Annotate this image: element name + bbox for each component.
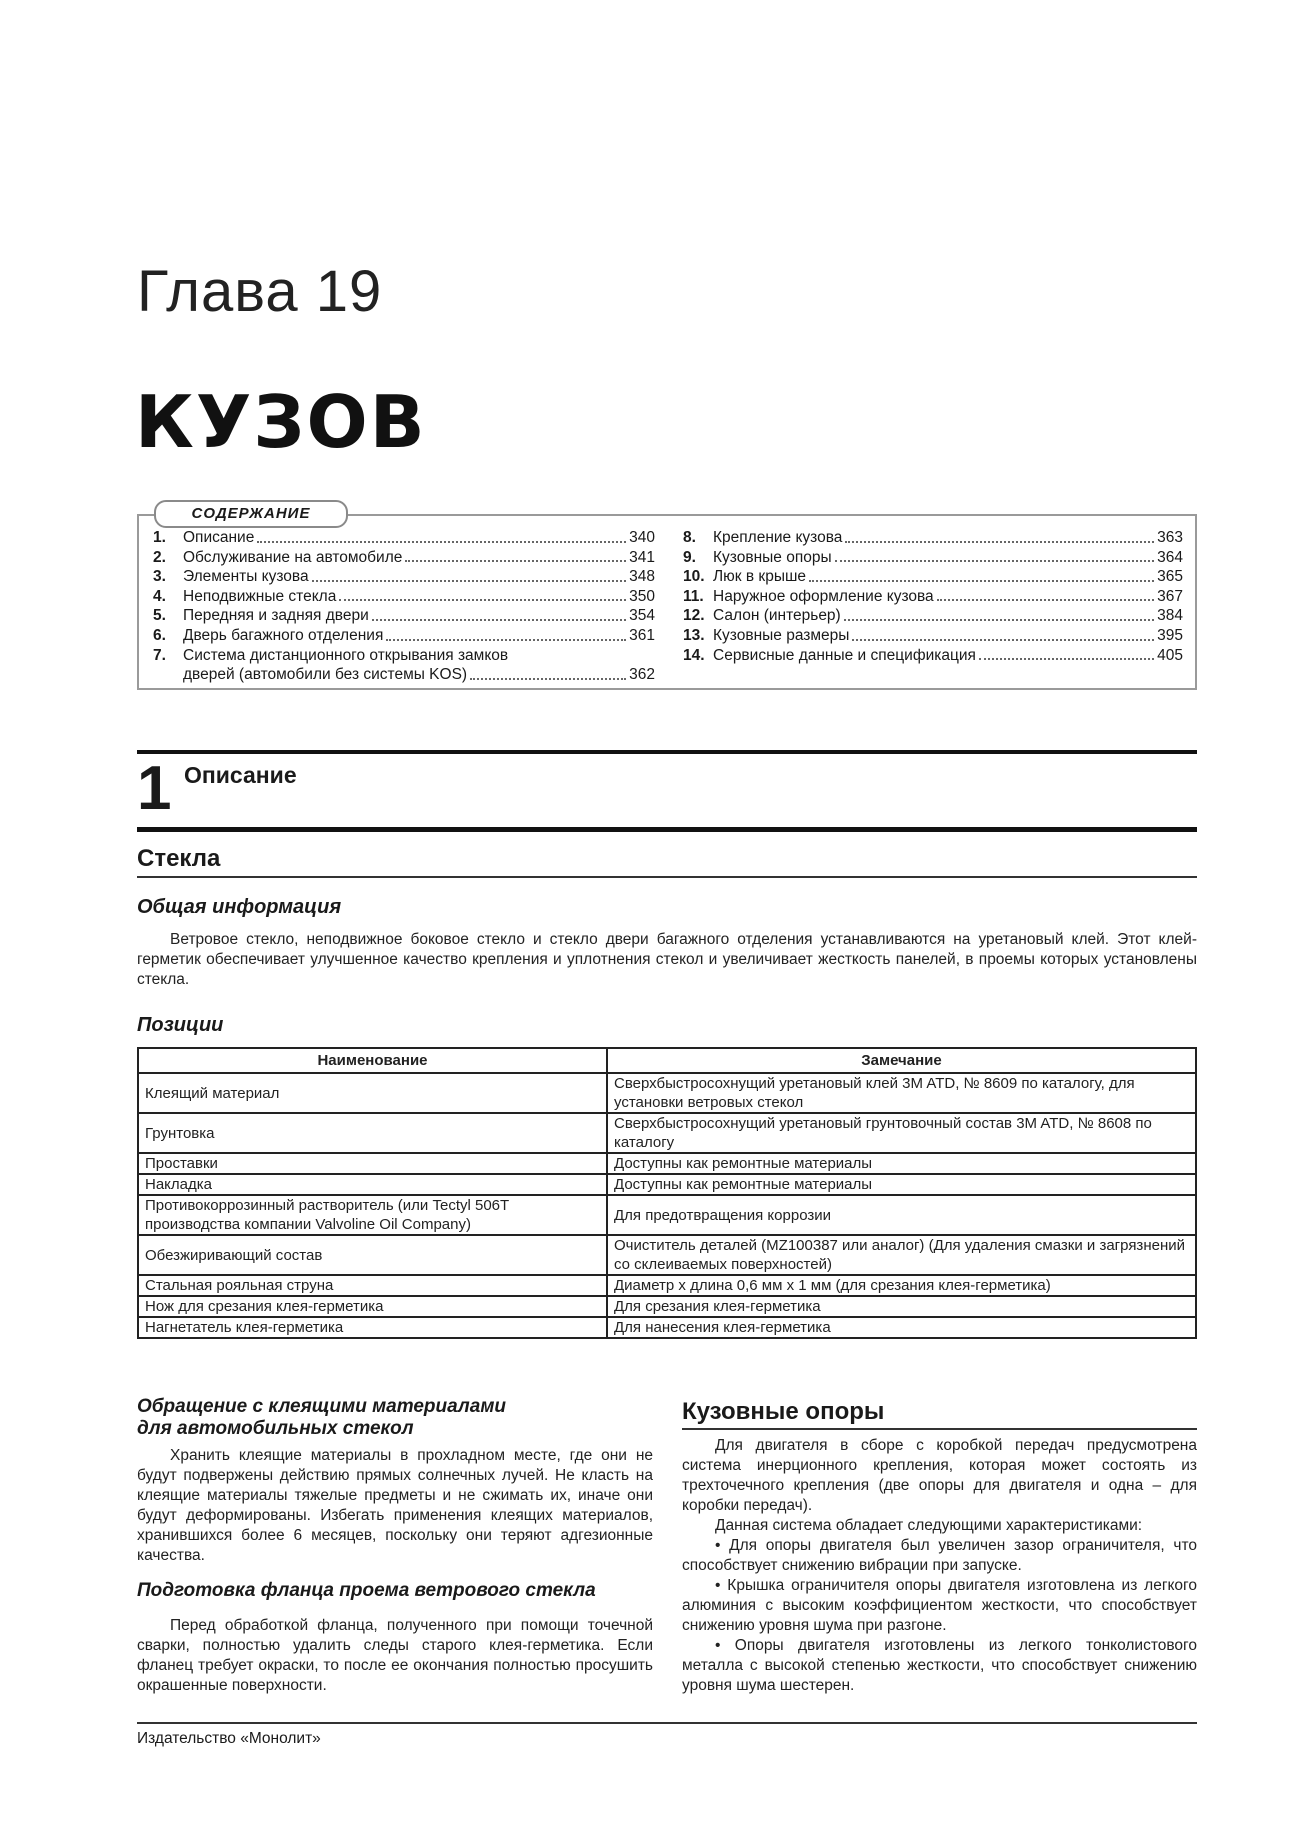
toc-item[interactable] [153, 528, 655, 548]
cell-note: Для срезания клея-герметика [607, 1296, 1196, 1317]
toc-item[interactable] [153, 567, 655, 587]
table-row [138, 1296, 1196, 1317]
positions-table [137, 1047, 1197, 1339]
toc-num: 2. [153, 548, 166, 566]
toc-label: Неподвижные стекла [183, 587, 337, 605]
handling-text: Хранить клеящие материалы в прохладном месте, где они не будут подвержены действию прямых солнечных лучей. Не класть на клеящие материалы тяжелые предметы и не сжимать их, иначе они будут деформированы. Избегать применения клеящих материалов, хранившихся более 6 месяцев, поскольку они теряют адгезионные качества. [137, 1447, 653, 1564]
toc-page: 361 [629, 626, 655, 644]
table-row [138, 1113, 1196, 1153]
toc-leader [835, 560, 1155, 562]
toc-leader [257, 541, 626, 543]
cell-name: Проставки [138, 1153, 607, 1174]
handling-heading-line: Обращение с клеящими материалами [137, 1396, 506, 1417]
positions-heading: Позиции [137, 1014, 224, 1036]
general-info-heading: Общая информация [137, 896, 342, 918]
toc-label: Кузовные опоры [713, 548, 832, 566]
handling-heading-line: для автомобильных стекол [137, 1418, 414, 1439]
mounts-bullet: • Крышка ограничителя опоры двигателя изготовлена из легкого алюминия с высоким коэффициентом жесткости, что способствует снижению уровня шума при разгоне. [682, 1577, 1197, 1634]
toc-label: Крепление кузова [713, 529, 843, 546]
mounts-heading: Кузовные опоры [682, 1398, 885, 1425]
table-header-row [138, 1048, 1196, 1073]
toc-label: Система дистанционного открывания замков [183, 646, 509, 664]
cell-name: Противокоррозинный растворитель (или Tectyl 506T производства компании Valvoline Oil Company) [138, 1195, 607, 1235]
subsection-rule [137, 876, 1197, 878]
toc-page: 341 [629, 548, 655, 566]
toc-item[interactable] [683, 626, 1183, 646]
cell-note: Для нанесения клея-герметика [607, 1317, 1196, 1338]
table-row [138, 1195, 1196, 1235]
toc-label: Салон (интерьер) [713, 607, 841, 625]
table-row [138, 1153, 1196, 1174]
toc-label: Описание [183, 529, 255, 546]
column-header: Наименование [138, 1048, 607, 1073]
toc-page: 362 [629, 666, 655, 684]
toc-item[interactable] [683, 528, 1183, 548]
cell-note: Сверхбыстросохнущий уретановый клей 3M ATD, № 8609 по каталогу, для установки ветровых стекол [607, 1073, 1196, 1113]
toc-label: Люк в крыше [713, 568, 807, 586]
cell-name: Клеящий материал [138, 1073, 607, 1113]
section-title: Описание [184, 762, 297, 788]
table-row [138, 1174, 1196, 1195]
cell-name: Нож для срезания клея-герметика [138, 1296, 607, 1317]
toc-leader [937, 599, 1154, 601]
toc-leader [470, 678, 626, 680]
contents-right-column [683, 528, 1183, 665]
toc-num: 8. [683, 529, 696, 546]
footer-rule [137, 1722, 1197, 1724]
general-info-text: Ветровое стекло, неподвижное боковое стекло и стекло двери багажного отделения устанавливаются на уретановый клей. Этот клей-герметик обеспечивает улучшенное качество крепления и уплотнения стекол и увеличивает жесткость панелей, в проемы которых установлены стекла. [137, 931, 1197, 988]
toc-item[interactable] [683, 548, 1183, 568]
cell-note: Диаметр x длина 0,6 мм x 1 мм (для срезания клея-герметика) [607, 1275, 1196, 1296]
toc-page: 384 [1157, 607, 1183, 625]
section-number: 1 [137, 754, 172, 823]
cell-note: Очиститель деталей (MZ100387 или аналог) (Для удаления смазки и загрязнений со склеиваемых поверхностей) [607, 1235, 1196, 1275]
toc-page: 340 [629, 529, 655, 546]
toc-label: Передняя и задняя двери [183, 607, 369, 625]
chapter-label: Глава 19 [137, 259, 383, 324]
section-rule-bottom [137, 827, 1197, 832]
flange-text: Перед обработкой фланца, полученного при помощи точечной сварки, полностью удалить следы старого клея-герметика. Если фланец требует окраски, то после ее окончания полностью просушить окрашенные поверхности. [137, 1617, 653, 1694]
section-rule-top [137, 750, 1197, 754]
toc-leader [845, 541, 1154, 543]
subsection-heading: Стекла [137, 845, 221, 872]
toc-label: Наружное оформление кузова [713, 587, 934, 605]
toc-page: 364 [1157, 548, 1183, 566]
toc-item[interactable] [153, 587, 655, 607]
toc-leader [339, 599, 626, 601]
toc-label: Обслуживание на автомобиле [183, 548, 403, 566]
toc-num: 1. [153, 529, 166, 546]
toc-item[interactable] [683, 606, 1183, 626]
toc-page: 363 [1157, 529, 1183, 546]
handling-heading [137, 1396, 506, 1440]
toc-item[interactable] [683, 646, 1183, 666]
toc-item[interactable] [153, 606, 655, 626]
cell-note: Для предотвращения коррозии [607, 1195, 1196, 1235]
toc-page: 348 [629, 568, 655, 586]
toc-label: дверей (автомобили без системы KOS) [183, 666, 468, 684]
toc-item[interactable] [153, 646, 655, 666]
toc-item-continuation[interactable] [153, 665, 655, 685]
toc-label: Кузовные размеры [713, 626, 850, 644]
flange-heading: Подготовка фланца проема ветрового стекла [137, 1580, 596, 1601]
contents-heading: СОДЕРЖАНИЕ [154, 500, 348, 528]
toc-item[interactable] [683, 567, 1183, 587]
contents-left-column [153, 528, 655, 685]
toc-label: Элементы кузова [183, 568, 309, 586]
toc-leader [979, 658, 1154, 660]
cell-note: Доступны как ремонтные материалы [607, 1153, 1196, 1174]
table-row [138, 1235, 1196, 1275]
mounts-bullet: • Для опоры двигателя был увеличен зазор ограничителя, что способствует снижению вибрации при запуске. [682, 1537, 1197, 1574]
table-row [138, 1073, 1196, 1113]
mounts-bullet: • Опоры двигателя изготовлены из легкого тонколистового металла с высокой степенью жесткости, что способствует снижению уровня шума шестерен. [682, 1637, 1197, 1694]
toc-num: 6. [153, 626, 166, 644]
toc-leader [844, 619, 1154, 621]
cell-note: Доступны как ремонтные материалы [607, 1174, 1196, 1195]
toc-page: 350 [629, 587, 655, 605]
toc-page: 395 [1157, 626, 1183, 644]
chapter-title: КУЗОВ [135, 380, 427, 464]
mounts-text [682, 1436, 1197, 1696]
column-header: Замечание [607, 1048, 1196, 1073]
toc-page: 365 [1157, 568, 1183, 586]
cell-note: Сверхбыстросохнущий уретановый грунтовочный состав 3M ATD, № 8608 по каталогу [607, 1113, 1196, 1153]
mounts-rule [682, 1428, 1197, 1430]
toc-leader [809, 580, 1154, 582]
toc-leader [386, 639, 626, 641]
mounts-paragraph: Для двигателя в сборе с коробкой передач предусмотрена система инерционного крепления, которая может состоять из трехточечного крепления (две опоры для двигателя и одна – для коробки передач). [682, 1437, 1197, 1514]
cell-name: Стальная рояльная струна [138, 1275, 607, 1296]
toc-page: 367 [1157, 587, 1183, 605]
toc-leader [405, 560, 626, 562]
toc-page: 405 [1157, 646, 1183, 664]
toc-label: Дверь багажного отделения [183, 626, 384, 644]
toc-label: Сервисные данные и спецификация [713, 646, 976, 664]
toc-num: 11. [683, 587, 704, 605]
publisher-footer: Издательство «Монолит» [137, 1730, 321, 1747]
toc-num: 14. [683, 646, 705, 664]
toc-num: 4. [153, 587, 166, 605]
toc-item[interactable] [153, 626, 655, 646]
cell-name: Обезжиривающий состав [138, 1235, 607, 1275]
cell-name: Накладка [138, 1174, 607, 1195]
toc-num: 13. [683, 626, 705, 644]
toc-num: 10. [683, 568, 705, 586]
toc-num: 3. [153, 568, 166, 586]
toc-leader [312, 580, 627, 582]
toc-page: 354 [629, 607, 655, 625]
table-row [138, 1317, 1196, 1338]
toc-item[interactable] [683, 587, 1183, 607]
toc-num: 5. [153, 607, 166, 625]
cell-name: Грунтовка [138, 1113, 607, 1153]
toc-leader [852, 639, 1154, 641]
mounts-paragraph: Данная система обладает следующими характеристиками: [715, 1517, 1143, 1534]
toc-num: 9. [683, 548, 696, 566]
table-row [138, 1275, 1196, 1296]
cell-name: Нагнетатель клея-герметика [138, 1317, 607, 1338]
toc-num: 12. [683, 607, 705, 625]
toc-item[interactable] [153, 548, 655, 568]
toc-leader [372, 619, 626, 621]
contents-box [137, 505, 1197, 690]
toc-num: 7. [153, 646, 166, 664]
